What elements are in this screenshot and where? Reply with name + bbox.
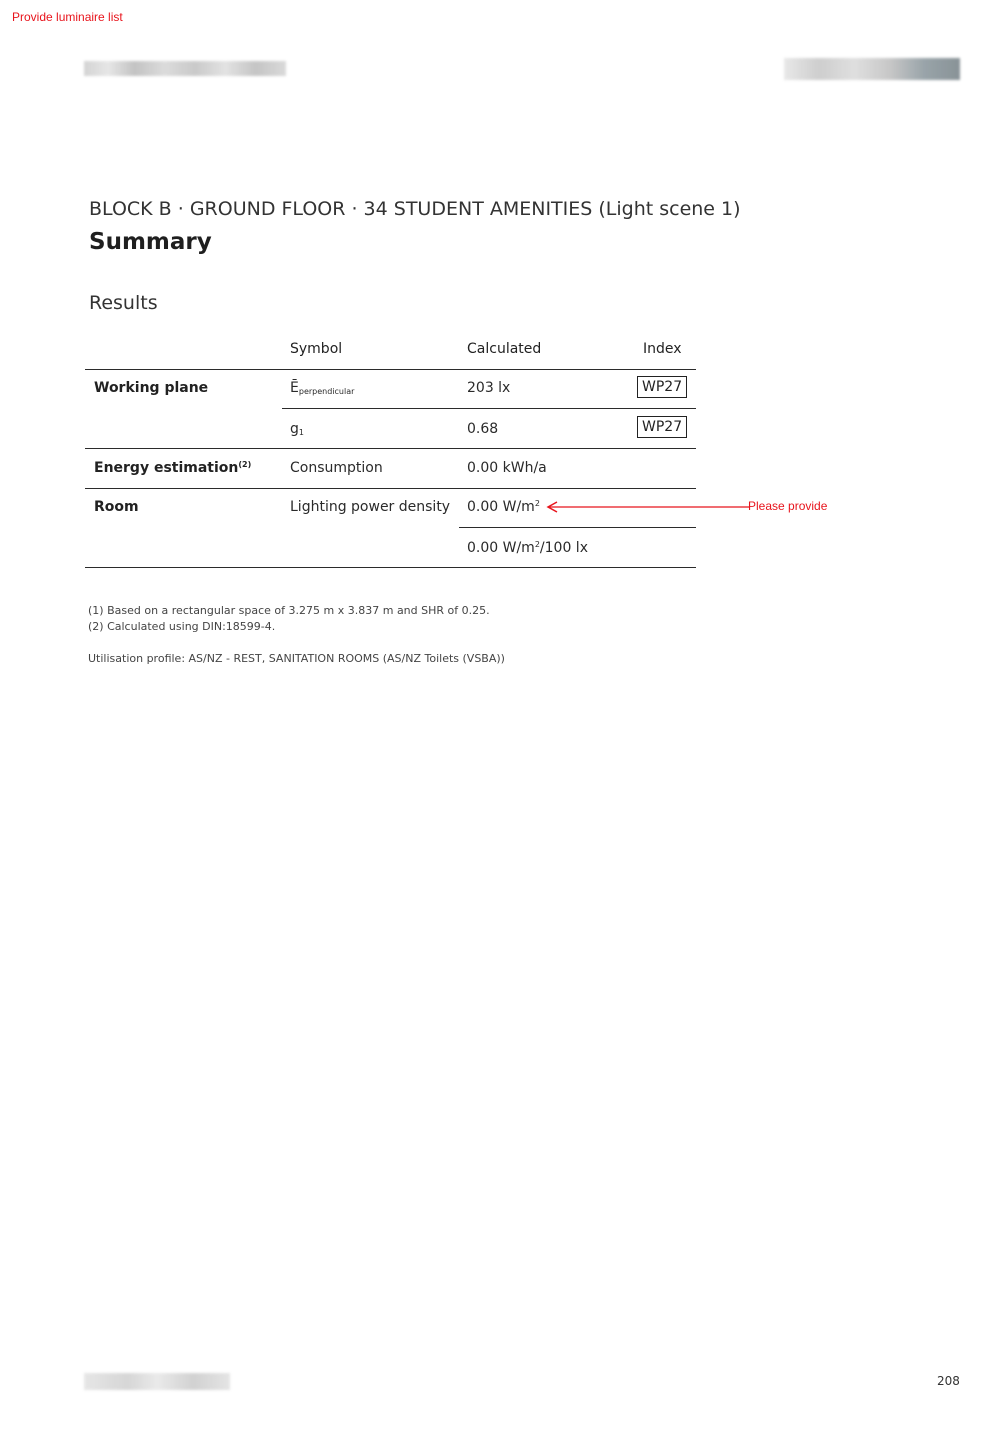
footnote-1: (1) Based on a rectangular space of 3.275 m x 3.837 m and SHR of 0.25.: [88, 604, 490, 617]
column-header-symbol: Symbol: [290, 341, 343, 357]
lpd-unit-sup: 2: [534, 499, 540, 508]
annotation-arrow: [545, 500, 750, 514]
value-e-perpendicular: 203 lx: [467, 380, 511, 396]
page-heading: Summary: [89, 229, 212, 255]
annotation-please-provide: Please provide: [748, 499, 828, 513]
column-header-calculated: Calculated: [467, 341, 542, 357]
lpd100-unit-post: /100 lx: [539, 540, 588, 556]
lpd100-value: 0.00 W/m: [467, 540, 535, 556]
table-rule: [85, 488, 696, 489]
value-lighting-power-density: [467, 499, 540, 515]
column-header-index: Index: [643, 341, 682, 357]
energy-footnote-ref: (2): [238, 460, 252, 469]
lpd-value: 0.00 W/m: [467, 499, 535, 515]
symbol-e-subscript: perpendicular: [298, 387, 355, 396]
symbol-g-main: g: [290, 421, 299, 437]
value-g1: 0.68: [467, 421, 499, 437]
symbol-g-subscript: 1: [298, 428, 304, 437]
index-badge-e: WP27: [637, 376, 687, 398]
index-badge-g1: WP27: [637, 416, 687, 438]
footnote-2: (2) Calculated using DIN:18599-4.: [88, 620, 276, 633]
redacted-header-left: [84, 61, 286, 76]
symbol-consumption: Consumption: [290, 460, 383, 476]
value-consumption: 0.00 kWh/a: [467, 460, 547, 476]
document-title: BLOCK B · GROUND FLOOR · 34 STUDENT AMENITIES (Light scene 1): [89, 198, 741, 220]
table-rule: [85, 448, 696, 449]
row-label-working-plane: Working plane: [94, 380, 209, 396]
utilisation-profile: Utilisation profile: AS/NZ - REST, SANITATION ROOMS (AS/NZ Toilets (VSBA)): [88, 652, 505, 665]
energy-label-text: Energy estimation: [94, 460, 239, 476]
symbol-g1: [290, 421, 304, 437]
page-number: 208: [937, 1374, 960, 1388]
symbol-lighting-power-density: Lighting power density: [290, 499, 451, 515]
table-rule: [282, 408, 696, 409]
lpd100-unit-sup: 2: [534, 540, 540, 549]
section-title-results: Results: [89, 292, 158, 314]
redacted-logo: [784, 58, 960, 80]
redacted-footer-left: [84, 1373, 230, 1390]
row-label-energy-estimation: [94, 460, 251, 476]
table-rule: [85, 567, 696, 568]
row-label-room: Room: [94, 499, 139, 515]
table-rule: [85, 369, 696, 370]
symbol-e-main: Ē: [290, 380, 299, 396]
value-lighting-power-density-per-100lx: [467, 540, 588, 556]
symbol-e-perpendicular: [290, 380, 354, 396]
annotation-provide-luminaire-list: Provide luminaire list: [12, 10, 123, 24]
table-rule: [459, 527, 696, 528]
